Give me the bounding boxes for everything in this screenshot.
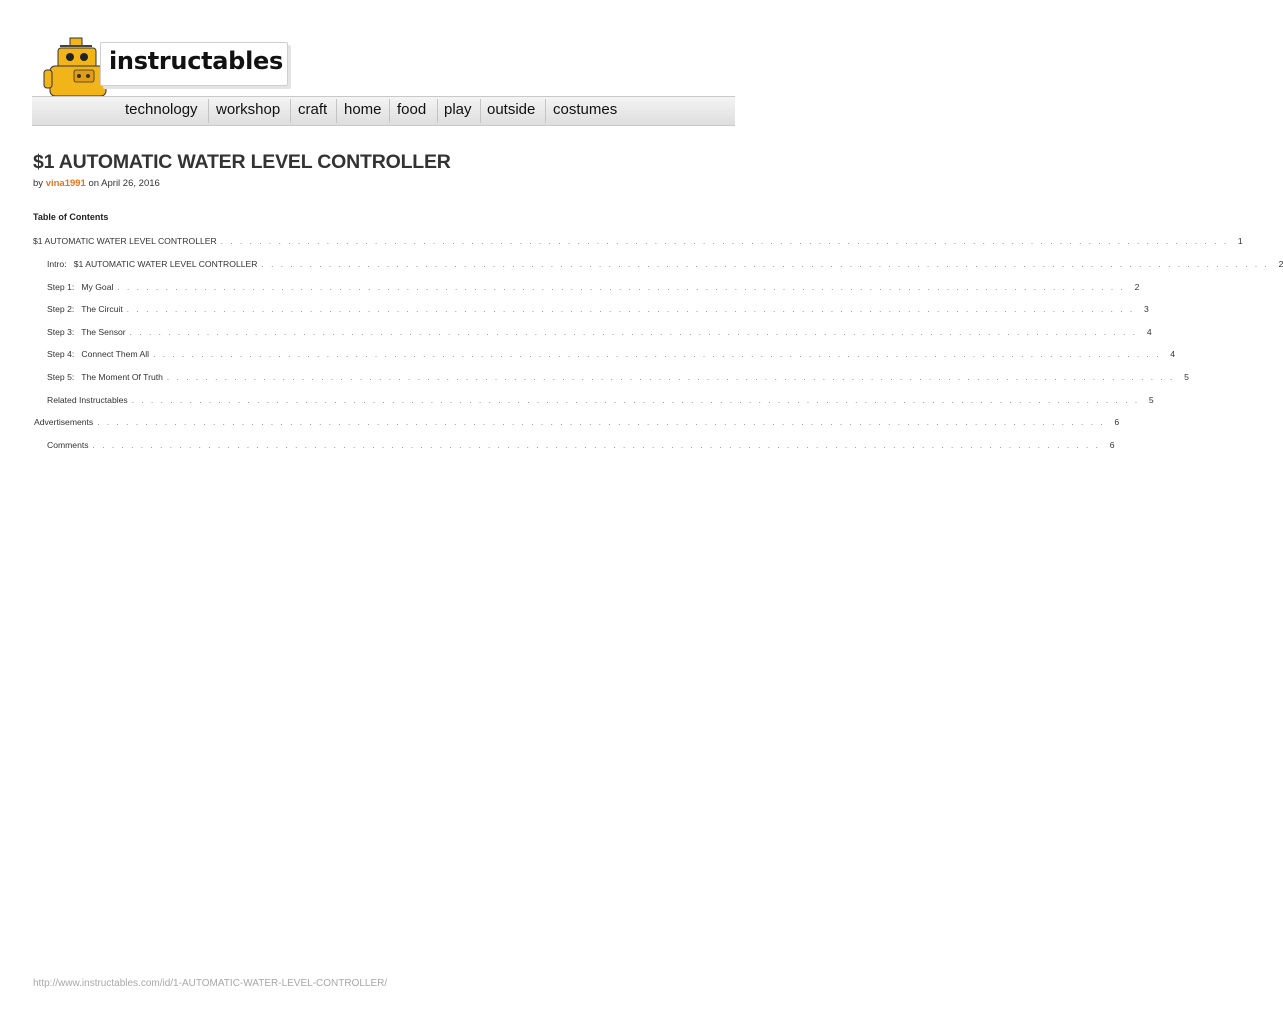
toc-entry-label: Related Instructables [47,395,128,405]
nav-separator [545,99,546,123]
toc-entry[interactable] [47,349,1176,361]
toc-entry-page: 3 [1143,304,1149,314]
toc-entry-label: Step 5: The Moment Of Truth [47,372,163,382]
toc-entry-page: 2 [1278,259,1283,269]
nav-item-home[interactable]: home [344,101,382,118]
toc-entry-page: 2 [1134,282,1140,292]
nav-separator [480,99,481,123]
toc-entry-label: $1 AUTOMATIC WATER LEVEL CONTROLLER [33,236,217,246]
nav-separator [208,99,209,123]
toc-leader-dots: . . . . . . . . . . . . . . . . . . . . . . . . . . . . . . . . . . . . . . . . . . . . . . . . . . . . . . . . . . . . . . . . . . . . . . . . . . . . . . . . . . . . . . . . . . . . . . . . . . . . . . . . . [129,328,1138,337]
nav-item-technology[interactable]: technology [125,101,198,118]
nav-separator [437,99,438,123]
toc-leader-dots: . . . . . . . . . . . . . . . . . . . . . . . . . . . . . . . . . . . . . . . . . . . . . . . . . . . . . . . . . . . . . . . . . . . . . . . . . . . . . . . . . . . . . . . . . . . . . . . . . . . . . . . . . [92,441,1101,450]
category-navbar [32,96,735,126]
toc-entry[interactable] [47,440,1115,452]
toc-entry[interactable] [47,259,1283,271]
toc-entry-page: 1 [1237,236,1243,246]
toc-leader-dots: . . . . . . . . . . . . . . . . . . . . . . . . . . . . . . . . . . . . . . . . . . . . . . . . . . . . . . . . . . . . . . . . . . . . . . . . . . . . . . . . . . . . . . . . . . . . . . . . . . . . . . . . . [261,260,1270,269]
nav-item-play[interactable]: play [444,101,472,118]
toc-leader-dots: . . . . . . . . . . . . . . . . . . . . . . . . . . . . . . . . . . . . . . . . . . . . . . . . . . . . . . . . . . . . . . . . . . . . . . . . . . . . . . . . . . . . . . . . . . . . . . . . . . . . . . . . . [126,305,1135,314]
toc-entry-label: Intro: $1 AUTOMATIC WATER LEVEL CONTROLLER [47,259,258,269]
toc-entry-page: 6 [1114,417,1120,427]
toc-leader-dots: . . . . . . . . . . . . . . . . . . . . . . . . . . . . . . . . . . . . . . . . . . . . . . . . . . . . . . . . . . . . . . . . . . . . . . . . . . . . . . . . . . . . . . . . . . . . . . . . . . . . . . . . . [166,373,1175,382]
nav-item-workshop[interactable]: workshop [216,101,281,118]
toc-entry[interactable] [33,236,1243,248]
toc-leader-dots: . . . . . . . . . . . . . . . . . . . . . . . . . . . . . . . . . . . . . . . . . . . . . . . . . . . . . . . . . . . . . . . . . . . . . . . . . . . . . . . . . . . . . . . . . . . . . . . . . . . . . . . . . [97,418,1106,427]
toc-leader-dots: . . . . . . . . . . . . . . . . . . . . . . . . . . . . . . . . . . . . . . . . . . . . . . . . . . . . . . . . . . . . . . . . . . . . . . . . . . . . . . . . . . . . . . . . . . . . . . . . . . . . . . . . . [117,283,1126,292]
toc-entry[interactable] [47,372,1189,384]
toc-entry-label: Step 2: The Circuit [47,304,123,314]
toc-entry[interactable] [47,304,1149,316]
page-title: $1 AUTOMATIC WATER LEVEL CONTROLLER [33,151,451,173]
logo-box [100,42,288,86]
footer-url[interactable]: http://www.instructables.com/id/1-AUTOMATIC-WATER-LEVEL-CONTROLLER/ [33,978,388,989]
byline-date: on April 26, 2016 [88,178,160,189]
byline [33,178,160,189]
toc-entry[interactable] [47,327,1152,339]
toc-entry-label: Step 3: The Sensor [47,327,126,337]
toc-entry[interactable] [47,395,1154,407]
toc-entry-page: 5 [1184,372,1189,382]
nav-item-craft[interactable]: craft [298,101,328,118]
toc-heading: Table of Contents [33,212,109,222]
byline-by: by [33,178,44,189]
toc-entry-page: 4 [1146,327,1152,337]
toc-entry-page: 4 [1170,349,1176,359]
toc-entry-label: Step 4: Connect Them All [47,349,150,359]
toc-entry-page: 6 [1109,440,1115,450]
toc-entry-label: Advertisements [34,417,94,427]
nav-separator [290,99,291,123]
nav-item-outside[interactable]: outside [487,101,536,118]
toc-entry-page: 5 [1148,395,1154,405]
logo-text: instructables [109,47,283,75]
toc-entry[interactable] [34,417,1120,429]
toc-entry-label: Step 1: My Goal [47,282,114,292]
nav-separator [336,99,337,123]
toc-entry[interactable] [47,282,1140,294]
nav-item-food[interactable]: food [397,101,427,118]
toc-leader-dots: . . . . . . . . . . . . . . . . . . . . . . . . . . . . . . . . . . . . . . . . . . . . . . . . . . . . . . . . . . . . . . . . . . . . . . . . . . . . . . . . . . . . . . . . . . . . . . . . . . . . . . . . . [131,396,1140,405]
toc-entry-label: Comments [47,440,89,450]
author-link[interactable]: vina1991 [45,178,86,189]
nav-separator [389,99,390,123]
toc-leader-dots: . . . . . . . . . . . . . . . . . . . . . . . . . . . . . . . . . . . . . . . . . . . . . . . . . . . . . . . . . . . . . . . . . . . . . . . . . . . . . . . . . . . . . . . . . . . . . . . . . . . . . . . . . [220,237,1229,246]
toc-leader-dots: . . . . . . . . . . . . . . . . . . . . . . . . . . . . . . . . . . . . . . . . . . . . . . . . . . . . . . . . . . . . . . . . . . . . . . . . . . . . . . . . . . . . . . . . . . . . . . . . . . . . . . . . . [153,350,1162,359]
nav-item-costumes[interactable]: costumes [553,101,618,118]
